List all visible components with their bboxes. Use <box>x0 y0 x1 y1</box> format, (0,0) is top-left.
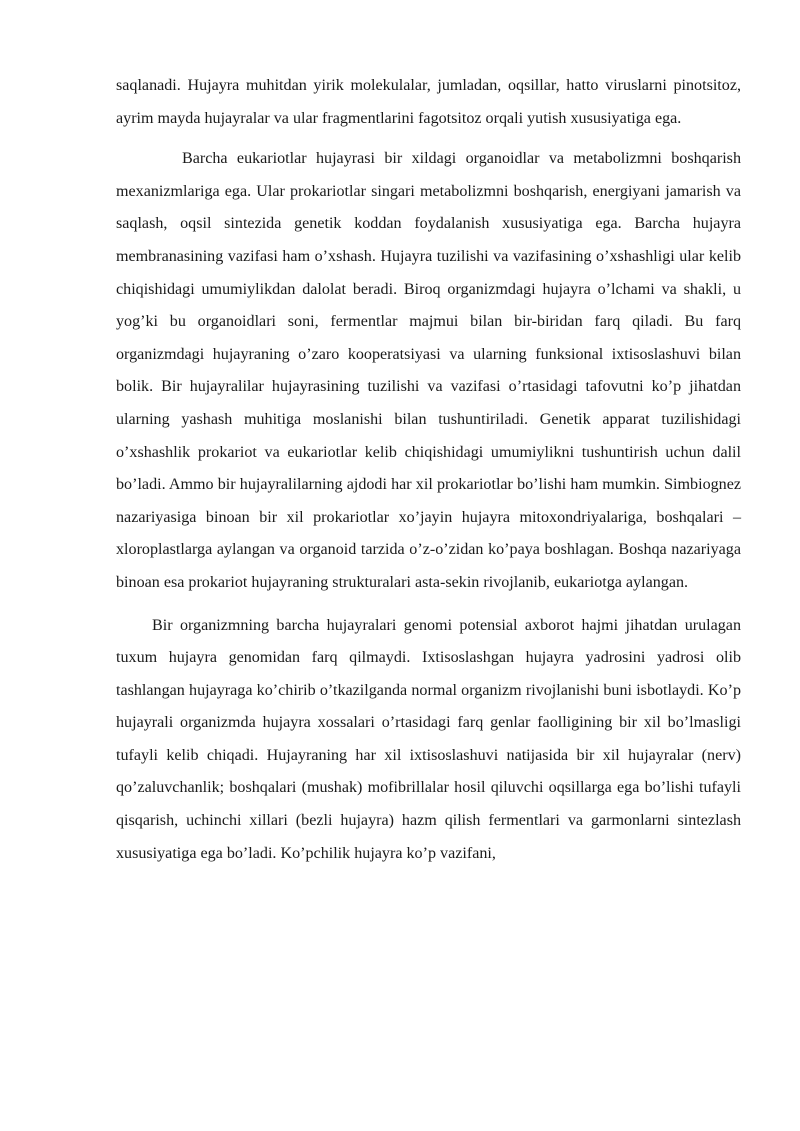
paragraph-1: saqlanadi. Hujayra muhitdan yirik molekulalar, jumladan, oqsillar, hatto viruslarni pinotsitoz, ayrim mayda hujayralar va ular fragmentlarini fagotsitoz orqali yutish xususiyatiga ega. <box>116 77 741 127</box>
paragraph-2: Barcha eukariotlar hujayrasi bir xildagi organoidlar va metabolizmni boshqarish mexanizmlariga ega. Ular prokariotlar singari metabolizmni boshqarish, energiyani jamarish va saqlash, oqsil sintezida genetik koddan foydalanish xususiyatiga ega. Barcha hujayra membranasining vazifasi ham o’xshash. Hujayra tuzilishi va vazifasining o’xshashligi ular kelib chiqishidagi umumiylikdan dalolat beradi. Biroq organizmdagi hujayra o’lchami va shakli, u yog’ki bu organoidlari soni, fermentlar majmui bilan bir-biridan farq qiladi. Bu farq organizmdagi hujayraning o’zaro kooperatsiyasi va ularning funksional ixtisoslashuvi bilan bolik. Bir hujayralilar hujayrasining tuzilishi va vazifasi o’rtasidagi tafovutni ko’p jihatdan ularning yashash muhitiga moslanishi bilan tushuntiriladi. Genetik apparat tuzilishidagi o’xshashlik prokariot va eukariotlar kelib chiqishidagi umumiylikni tushuntirish uchun dalil bo’ladi. Ammo bir hujayralilarning ajdodi har xil prokariotlar bo’lishi ham mumkin. Simbiognez nazariyasiga binoan bir xil prokariotlar xo’jayin hujayra mitoxondriyalariga, boshqalari – xloroplastlarga aylangan va organoid tarzida o’z-o’zidan ko’paya boshlagan. Boshqa nazariyaga binoan esa prokariot hujayraning strukturalari asta-sekin rivojlanib, eukariotga aylangan. <box>116 150 741 591</box>
document-page <box>116 70 741 870</box>
paragraph-3: Bir organizmning barcha hujayralari genomi potensial axborot hajmi jihatdan urulagan tuxum hujayra genomidan farq qilmaydi. Ixtisoslashgan hujayra yadrosini yadrosi olib tashlangan hujayraga ko’chirib o’tkazilganda normal organizm rivojlanishi buni isbotlaydi. Ko’p hujayrali organizmda hujayra xossalari o’rtasidagi farq genlar faolligining bir xil bo’lmasligi tufayli kelib chiqadi. Hujayraning har xil ixtisoslashuvi natijasida bir xil hujayralar (nerv) qo’zaluvchanlik; boshqalari (mushak) mofibrillalar hosil qiluvchi oqsillarga ega bo’lishi tufayli qisqarish, uchinchi xillari (bezli hujayra) hazm qilish fermentlari va garmonlarni sintezlash xususiyatiga ega bo’ladi. Ko’pchilik hujayra ko’p vazifani, <box>116 616 741 862</box>
